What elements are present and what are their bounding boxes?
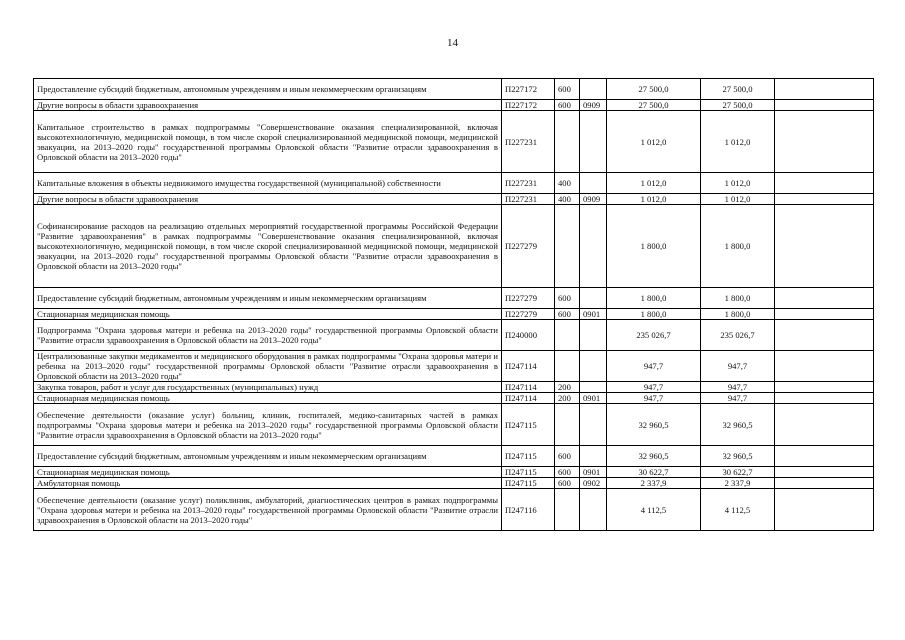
row-expense-type — [555, 205, 580, 288]
row-subsection: 0901 — [580, 309, 607, 320]
table-row — [34, 393, 874, 404]
row-code: П227231 — [502, 194, 555, 205]
row-amount-2: 1 012,0 — [701, 173, 775, 194]
row-name: Предоставление субсидий бюджетным, автономным учреждениям и иным некоммерческим организациям — [34, 79, 502, 100]
row-name: Стационарная медицинская помощь — [34, 467, 502, 478]
row-amount-2: 947,7 — [701, 382, 775, 393]
row-code: П227231 — [502, 111, 555, 173]
row-expense-type — [555, 489, 580, 531]
row-extra-cell — [775, 320, 874, 351]
row-amount-2: 32 960,5 — [701, 404, 775, 446]
row-code: П227279 — [502, 288, 555, 309]
row-expense-type — [555, 351, 580, 382]
row-amount-2: 27 500,0 — [701, 100, 775, 111]
row-amount-2: 30 622,7 — [701, 467, 775, 478]
row-expense-type: 200 — [555, 393, 580, 404]
row-extra-cell — [775, 173, 874, 194]
row-expense-type: 600 — [555, 79, 580, 100]
row-name: Капитальные вложения в объекты недвижимого имущества государственной (муниципальной) собственности — [34, 173, 502, 194]
row-extra-cell — [775, 489, 874, 531]
row-amount-2: 32 960,5 — [701, 446, 775, 467]
table-row — [34, 404, 874, 446]
row-amount-1: 1 800,0 — [607, 205, 701, 288]
row-amount-1: 1 800,0 — [607, 309, 701, 320]
row-subsection: 0902 — [580, 478, 607, 489]
row-subsection — [580, 288, 607, 309]
row-extra-cell — [775, 467, 874, 478]
table-row — [34, 100, 874, 111]
row-name: Закупка товаров, работ и услуг для государственных (муниципальных) нужд — [34, 382, 502, 393]
row-extra-cell — [775, 351, 874, 382]
row-expense-type: 400 — [555, 173, 580, 194]
row-extra-cell — [775, 404, 874, 446]
row-extra-cell — [775, 393, 874, 404]
table-row — [34, 478, 874, 489]
row-name: Стационарная медицинская помощь — [34, 393, 502, 404]
row-amount-2: 1 800,0 — [701, 205, 775, 288]
row-subsection: 0909 — [580, 194, 607, 205]
row-code: П247114 — [502, 351, 555, 382]
row-subsection — [580, 173, 607, 194]
row-extra-cell — [775, 100, 874, 111]
row-name: Амбулаторная помощь — [34, 478, 502, 489]
row-extra-cell — [775, 205, 874, 288]
row-code: П247115 — [502, 446, 555, 467]
row-subsection — [580, 404, 607, 446]
row-amount-1: 32 960,5 — [607, 404, 701, 446]
row-extra-cell — [775, 309, 874, 320]
row-amount-1: 947,7 — [607, 393, 701, 404]
row-expense-type: 600 — [555, 478, 580, 489]
row-subsection: 0901 — [580, 467, 607, 478]
page-number: 14 — [447, 37, 458, 49]
row-name: Подпрограмма "Охрана здоровья матери и ребенка на 2013–2020 годы" государственной программы Орловской области "Развитие отрасли здравоохранения в Орловской области на 2013–2020 годы" — [34, 320, 502, 351]
row-subsection — [580, 446, 607, 467]
row-subsection — [580, 489, 607, 531]
table-row — [34, 489, 874, 531]
row-expense-type: 600 — [555, 467, 580, 478]
table-row — [34, 309, 874, 320]
row-name: Капитальное строительство в рамках подпрограммы "Совершенствование оказания специализированной, включая высокотехнологичную, медицинской помощи, в том числе скорой специализированной медицинской помощи, медицинской эвакуации, на 2013–2020 годы" государственной программы Орловской области "Развитие отрасли здравоохранения в Орловской области на 2013–2020 годы" — [34, 111, 502, 173]
row-extra-cell — [775, 288, 874, 309]
table-body — [34, 79, 874, 531]
table-row — [34, 446, 874, 467]
row-code: П247114 — [502, 382, 555, 393]
row-code: П247116 — [502, 489, 555, 531]
row-expense-type: 400 — [555, 194, 580, 205]
row-expense-type — [555, 111, 580, 173]
row-amount-1: 1 800,0 — [607, 288, 701, 309]
row-subsection — [580, 320, 607, 351]
row-subsection — [580, 79, 607, 100]
table-row — [34, 467, 874, 478]
row-expense-type: 600 — [555, 288, 580, 309]
row-extra-cell — [775, 194, 874, 205]
row-amount-2: 1 012,0 — [701, 194, 775, 205]
row-amount-2: 235 026,7 — [701, 320, 775, 351]
row-extra-cell — [775, 446, 874, 467]
row-amount-2: 947,7 — [701, 351, 775, 382]
table-row — [34, 173, 874, 194]
row-code: П247115 — [502, 467, 555, 478]
row-subsection — [580, 111, 607, 173]
row-extra-cell — [775, 111, 874, 173]
row-amount-2: 4 112,5 — [701, 489, 775, 531]
row-code: П240000 — [502, 320, 555, 351]
row-amount-2: 947,7 — [701, 393, 775, 404]
row-expense-type: 600 — [555, 446, 580, 467]
budget-table — [33, 78, 874, 531]
row-amount-1: 27 500,0 — [607, 100, 701, 111]
table-row — [34, 288, 874, 309]
row-name: Централизованные закупки медикаментов и медицинского оборудования в рамках подпрограммы "Охрана здоровья матери и ребенка на 2013–2020 годы" государственной программы Орловской области "Развитие отрасли здравоохранения в Орловской области на 2013–2020 годы" — [34, 351, 502, 382]
table-row — [34, 382, 874, 393]
row-code: П247115 — [502, 404, 555, 446]
row-amount-1: 30 622,7 — [607, 467, 701, 478]
row-subsection: 0909 — [580, 100, 607, 111]
row-subsection — [580, 382, 607, 393]
table-row — [34, 111, 874, 173]
row-name: Предоставление субсидий бюджетным, автономным учреждениям и иным некоммерческим организациям — [34, 288, 502, 309]
row-amount-2: 1 012,0 — [701, 111, 775, 173]
row-subsection — [580, 205, 607, 288]
row-amount-1: 1 012,0 — [607, 194, 701, 205]
row-code: П227279 — [502, 309, 555, 320]
row-extra-cell — [775, 382, 874, 393]
row-expense-type: 600 — [555, 309, 580, 320]
row-expense-type: 600 — [555, 100, 580, 111]
row-amount-2: 27 500,0 — [701, 79, 775, 100]
row-code: П227172 — [502, 100, 555, 111]
row-code: П227172 — [502, 79, 555, 100]
row-expense-type: 200 — [555, 382, 580, 393]
row-expense-type — [555, 404, 580, 446]
row-amount-1: 1 012,0 — [607, 111, 701, 173]
row-expense-type — [555, 320, 580, 351]
row-amount-1: 235 026,7 — [607, 320, 701, 351]
row-amount-1: 27 500,0 — [607, 79, 701, 100]
row-code: П247115 — [502, 478, 555, 489]
row-name: Другие вопросы в области здравоохранения — [34, 100, 502, 111]
table-row — [34, 79, 874, 100]
row-code: П227231 — [502, 173, 555, 194]
row-name: Другие вопросы в области здравоохранения — [34, 194, 502, 205]
table-row — [34, 205, 874, 288]
row-amount-2: 1 800,0 — [701, 309, 775, 320]
row-amount-1: 1 012,0 — [607, 173, 701, 194]
table-row — [34, 194, 874, 205]
row-extra-cell — [775, 79, 874, 100]
row-name: Софинансирование расходов на реализацию отдельных мероприятий государственной программы Российской Федерации "Развитие здравоохранения" в рамках подпрограммы "Совершенствование оказания специализированной, включая высокотехнологичную, медицинской помощи, в том числе скорой специализированной медицинской помощи, медицинской эвакуации, на 2013–2020 годы" государственной программы Орловской области "Развитие отрасли здравоохранения в Орловской области на 2013–2020 годы" — [34, 205, 502, 288]
row-subsection — [580, 351, 607, 382]
row-extra-cell — [775, 478, 874, 489]
row-code: П227279 — [502, 205, 555, 288]
row-name: Стационарная медицинская помощь — [34, 309, 502, 320]
row-code: П247114 — [502, 393, 555, 404]
row-amount-1: 947,7 — [607, 382, 701, 393]
row-amount-1: 947,7 — [607, 351, 701, 382]
row-amount-1: 4 112,5 — [607, 489, 701, 531]
row-subsection: 0901 — [580, 393, 607, 404]
row-amount-1: 32 960,5 — [607, 446, 701, 467]
row-amount-2: 2 337,9 — [701, 478, 775, 489]
row-name: Предоставление субсидий бюджетным, автономным учреждениям и иным некоммерческим организациям — [34, 446, 502, 467]
table-row — [34, 351, 874, 382]
row-name: Обеспечение деятельности (оказание услуг) больниц, клиник, госпиталей, медико-санитарных частей в рамках подпрограммы "Охрана здоровья матери и ребенка на 2013–2020 годы" государственной программы Орловской области "Развитие отрасли здравоохранения в Орловской области на 2013–2020 годы" — [34, 404, 502, 446]
row-amount-1: 2 337,9 — [607, 478, 701, 489]
row-amount-2: 1 800,0 — [701, 288, 775, 309]
table-row — [34, 320, 874, 351]
row-name: Обеспечение деятельности (оказание услуг) поликлиник, амбулаторий, диагностических центров в рамках подпрограммы "Охрана здоровья матери и ребенка на 2013–2020 годы" государственной программы Орловской области "Развитие отрасли здравоохранения в Орловской области на 2013–2020 годы" — [34, 489, 502, 531]
